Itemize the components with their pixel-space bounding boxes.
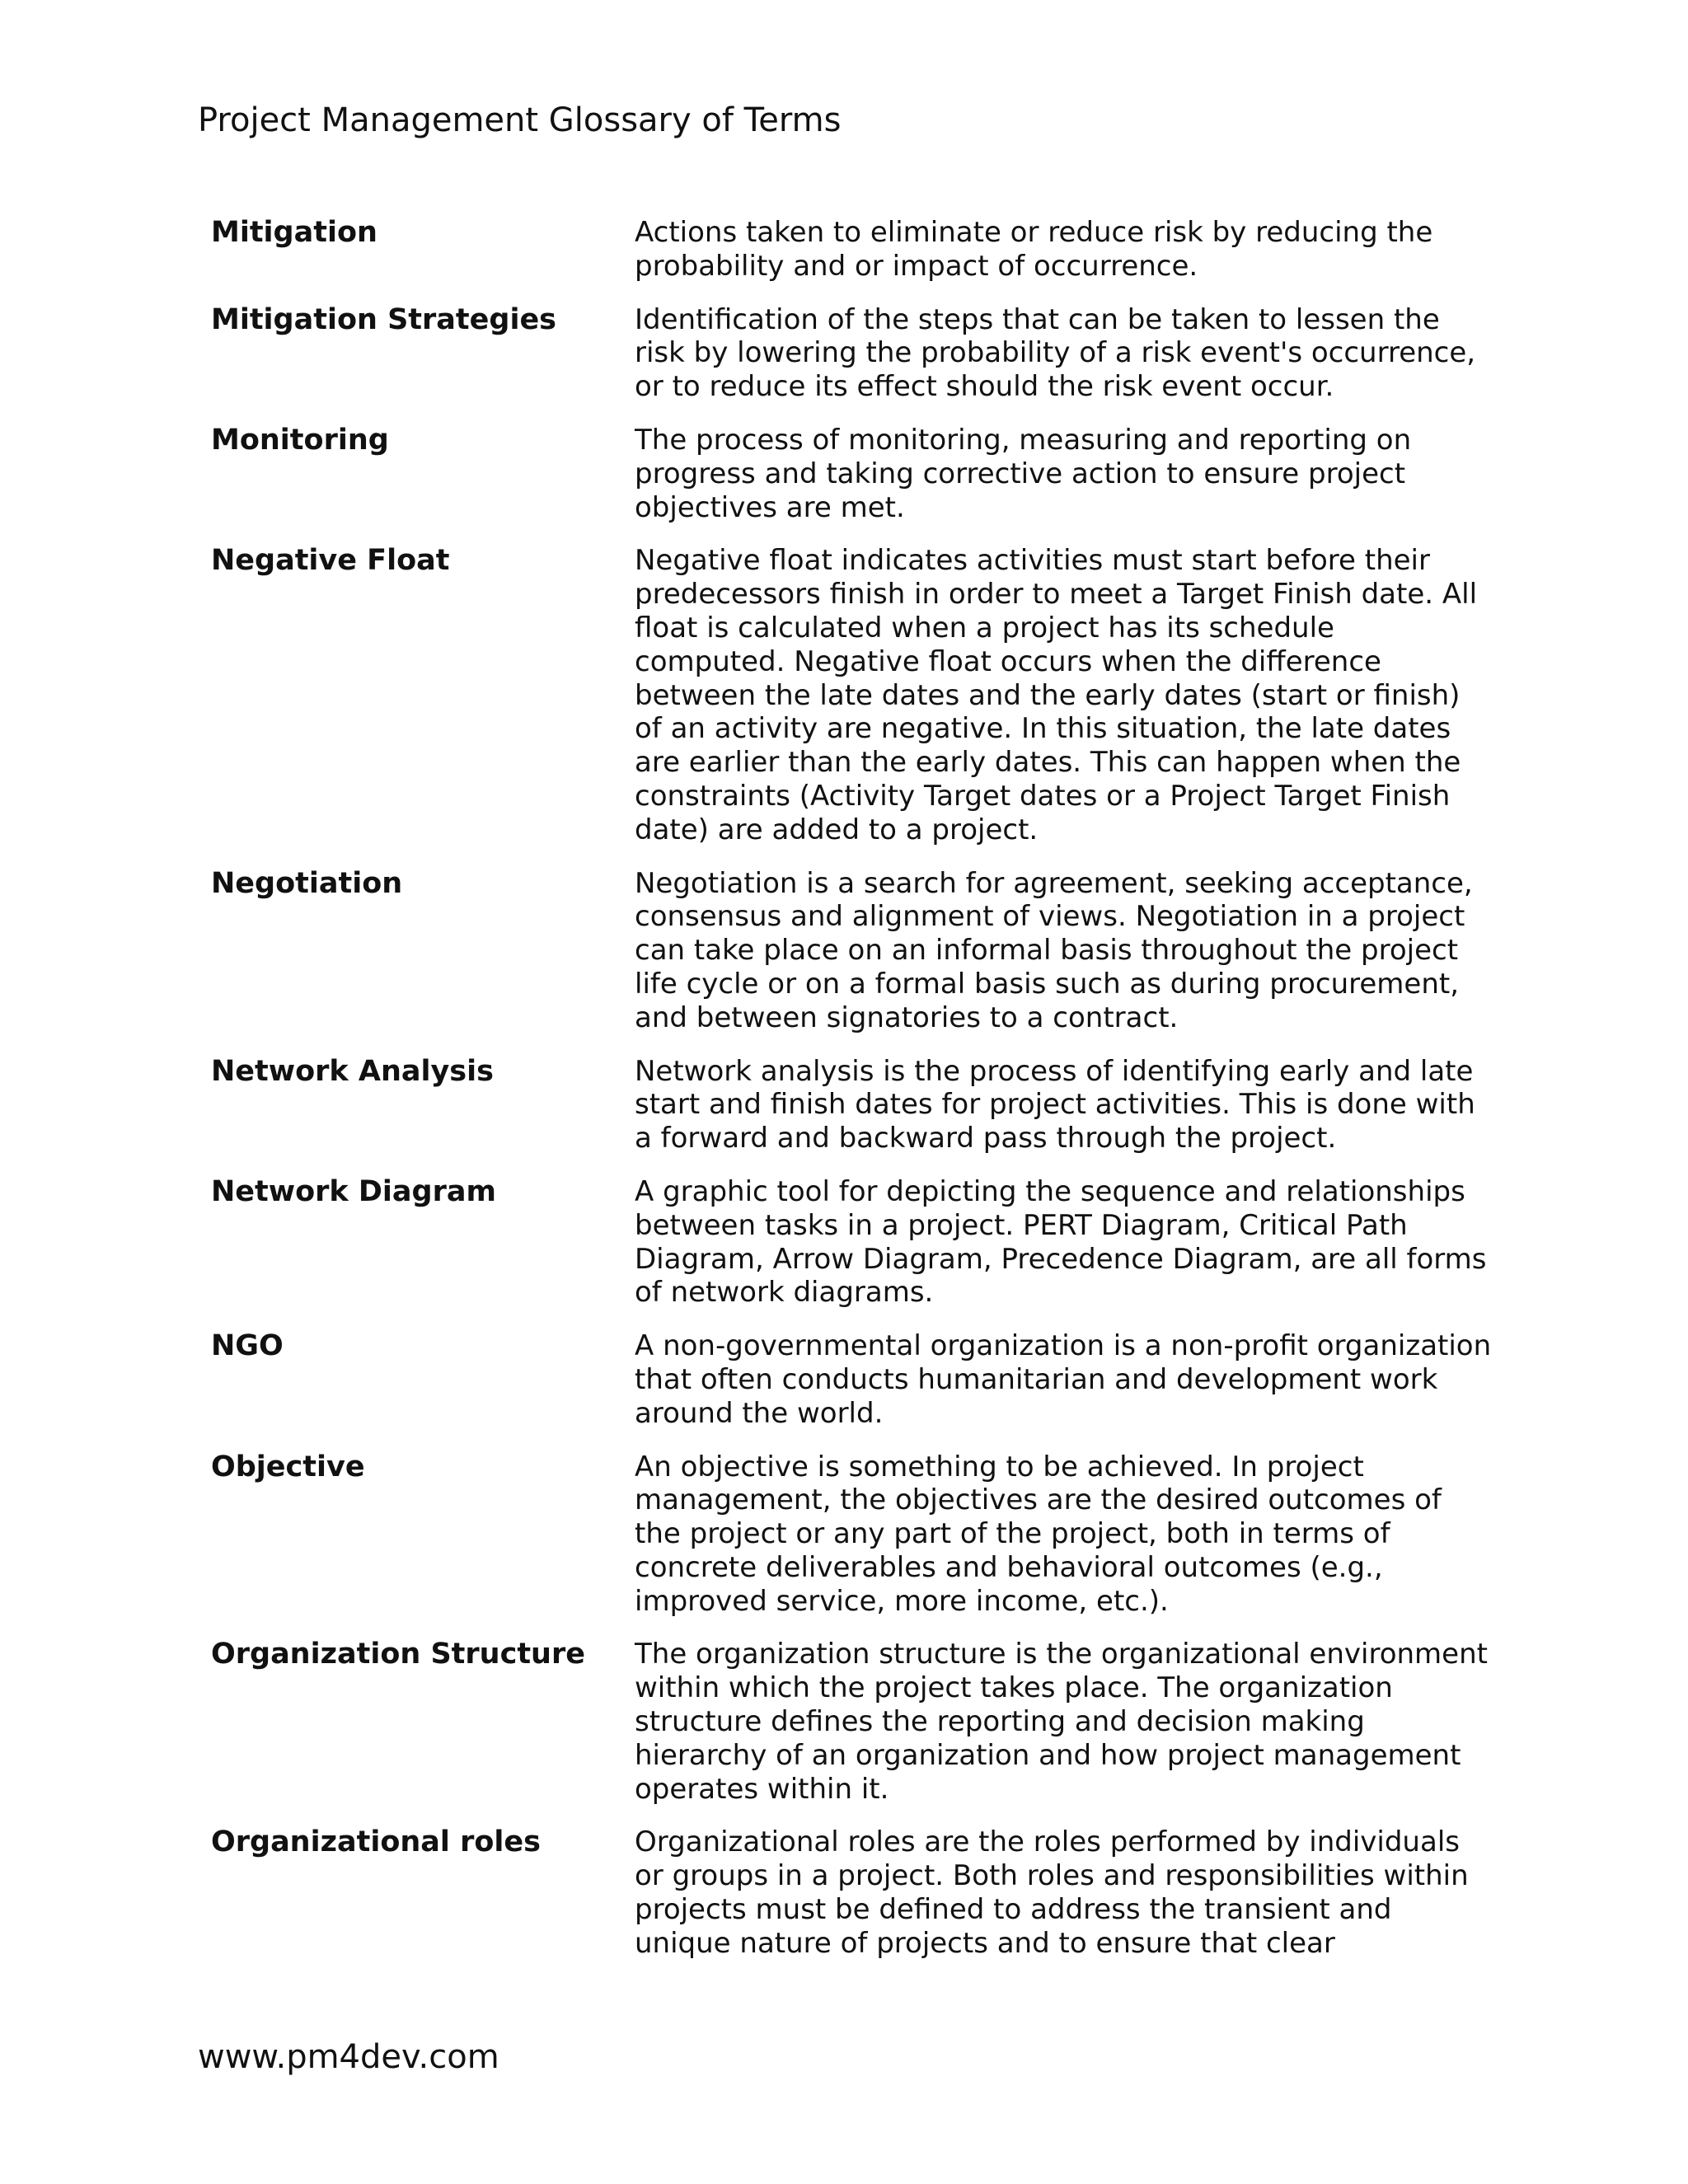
glossary-entry bbox=[211, 303, 1497, 404]
glossary-term: NGO bbox=[211, 1329, 284, 1363]
glossary-entry bbox=[211, 424, 1497, 524]
glossary-term: Negotiation bbox=[211, 866, 403, 900]
glossary-term: Mitigation Strategies bbox=[211, 302, 557, 336]
glossary-list bbox=[211, 216, 1497, 1980]
glossary-entry bbox=[211, 216, 1497, 284]
glossary-definition: Identification of the steps that can be taken to lessen the risk by lowering the probability of a risk event's occurrence, or to reduce its effect should the risk event occur. bbox=[635, 302, 1476, 404]
glossary-definition: The organization structure is the organizational environment within which the project takes place. The organization structure defines the reporting and decision making hierarchy of an organization and how project management operates within it. bbox=[635, 1638, 1488, 1806]
page-title: Project Management Glossary of Terms bbox=[198, 101, 842, 139]
glossary-entry bbox=[211, 1055, 1497, 1155]
glossary-definition: Organizational roles are the roles performed by individuals or groups in a project. Both roles and responsibilities within projects must be defined to address the transient and unique nature of projects and to ensure that clear bbox=[635, 1825, 1469, 1960]
glossary-term: Network Analysis bbox=[211, 1054, 494, 1088]
glossary-definition: The process of monitoring, measuring and reporting on progress and taking corrective action to ensure project objectives are met. bbox=[635, 423, 1412, 524]
glossary-definition: Negotiation is a search for agreement, seeking acceptance, consensus and alignment of views. Negotiation in a project can take place on an informal basis throughout the project life cycle or on a formal basis such as during procurement, and between signatories to a contract. bbox=[635, 866, 1473, 1034]
glossary-entry bbox=[211, 1638, 1497, 1806]
glossary-term: Mitigation bbox=[211, 216, 377, 249]
glossary-term: Negative Float bbox=[211, 544, 450, 578]
glossary-term: Network Diagram bbox=[211, 1174, 496, 1208]
footer-url: www.pm4dev.com bbox=[198, 2038, 499, 2076]
glossary-term: Organizational roles bbox=[211, 1825, 541, 1859]
glossary-term: Objective bbox=[211, 1450, 365, 1483]
glossary-entry bbox=[211, 1451, 1497, 1619]
glossary-term: Monitoring bbox=[211, 423, 389, 457]
glossary-entry bbox=[211, 544, 1497, 846]
glossary-definition: Actions taken to eliminate or reduce risk by reducing the probability and or impact of occurrence. bbox=[635, 216, 1433, 283]
glossary-definition: An objective is something to be achieved. In project management, the objectives are the desired outcomes of the project or any part of the project, both in terms of concrete deliverables and behavioral outcomes (e.g., improved service, more income, etc.). bbox=[635, 1450, 1442, 1618]
glossary-entry bbox=[211, 867, 1497, 1035]
glossary-entry bbox=[211, 1175, 1497, 1310]
glossary-definition: Network analysis is the process of identifying early and late start and finish dates for project activities. This is done with a forward and backward pass through the project. bbox=[635, 1054, 1475, 1155]
glossary-definition: Negative float indicates activities must start before their predecessors finish in order to meet a Target Finish date. All float is calculated when a project has its schedule computed. Negative float occurs when the difference between the late dates and the early dates (start or finish) of an activity are negative. In this situation, the late dates are earlier than the early dates. This can happen when the constraints (Activity Target dates or a Project Target Finish date) are added to a project. bbox=[635, 544, 1478, 846]
glossary-definition: A graphic tool for depicting the sequence and relationships between tasks in a project. PERT Diagram, Critical Path Diagram, Arrow Diagram, Precedence Diagram, are all forms of network diagrams. bbox=[635, 1174, 1487, 1310]
glossary-entry bbox=[211, 1825, 1497, 1960]
glossary-term: Organization Structure bbox=[211, 1638, 585, 1671]
glossary-entry bbox=[211, 1329, 1497, 1430]
glossary-definition: A non-governmental organization is a non-profit organization that often conducts humanitarian and development work around the world. bbox=[635, 1329, 1492, 1430]
